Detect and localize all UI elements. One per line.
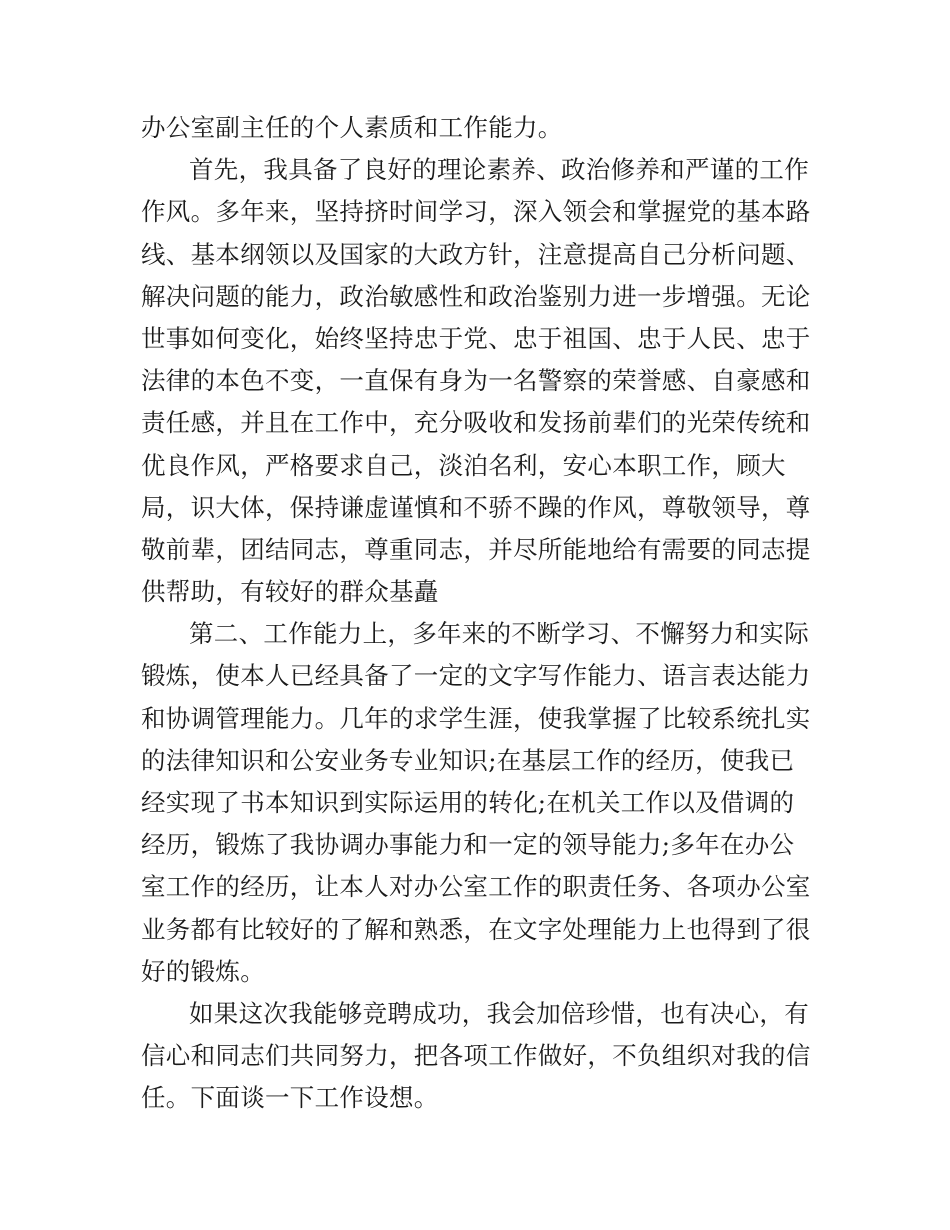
- text-line: 办公室副主任的个人素质和工作能力。: [141, 113, 563, 142]
- text-line: 经实现了书本知识到实际运用的转化;在机关工作以及借调的: [141, 788, 795, 817]
- text-line: 敬前辈，团结同志，尊重同志，并尽所能地给有需要的同志提: [141, 534, 811, 564]
- text-line: 责任感，并且在工作中，充分吸收和发扬前辈们的光荣传统和: [141, 408, 811, 438]
- text-line: 任。下面谈一下工作设想。: [141, 1083, 439, 1113]
- paragraph: [141, 107, 813, 149]
- paragraph: [141, 993, 813, 1120]
- text-line: 室工作的经历，让本人对办公室工作的职责任务、各项办公室: [141, 872, 811, 902]
- text-line: 第二、工作能力上，多年来的不断学习、不懈努力和实际: [189, 619, 809, 649]
- text-line: 锻炼，使本人已经具备了一定的文字写作能力、语言表达能力: [141, 661, 811, 691]
- text-line: 法律的本色不变，一直保有身为一名警察的荣誉感、自豪感和: [141, 366, 811, 396]
- text-line: 局，识大体，保持谦虚谨慎和不骄不躁的作风，尊敬领导，尊: [141, 492, 811, 522]
- paragraph: [141, 149, 813, 613]
- text-line: 信心和同志们共同努力，把各项工作做好，不负组织对我的信: [141, 1041, 811, 1071]
- text-line: 和协调管理能力。几年的求学生涯，使我掌握了比较系统扎实: [141, 703, 811, 733]
- document-body: [141, 107, 813, 1120]
- text-line: 线、基本纲领以及国家的大政方针，注意提高自己分析问题、: [141, 239, 811, 269]
- text-line: 经历，锻炼了我协调办事能力和一定的领导能力;多年在办公: [141, 830, 795, 860]
- text-line: 作风。多年来，坚持挤时间学习，深入领会和掌握党的基本路: [141, 197, 811, 227]
- paragraph: [141, 613, 813, 993]
- text-line: 业务都有比较好的了解和熟悉，在文字处理能力上也得到了很: [141, 914, 811, 944]
- text-line: 的法律知识和公安业务专业知识;在基层工作的经历，使我已: [141, 745, 795, 775]
- text-line: 如果这次我能够竞聘成功，我会加倍珍惜，也有决心，有: [189, 998, 809, 1028]
- text-line: 优良作风，严格要求自己，淡泊名利，安心本职工作，顾大: [141, 450, 786, 480]
- text-line: 好的锻炼。: [141, 956, 265, 986]
- text-line: 解决问题的能力，政治敏感性和政治鉴别力进一步增强。无论: [141, 281, 811, 311]
- text-line: 首先，我具备了良好的理论素养、政治修养和严谨的工作: [189, 155, 809, 185]
- text-line: 世事如何变化，始终坚持忠于党、忠于祖国、忠于人民、忠于: [141, 323, 811, 353]
- text-line: 供帮助，有较好的群众基矗: [141, 577, 439, 607]
